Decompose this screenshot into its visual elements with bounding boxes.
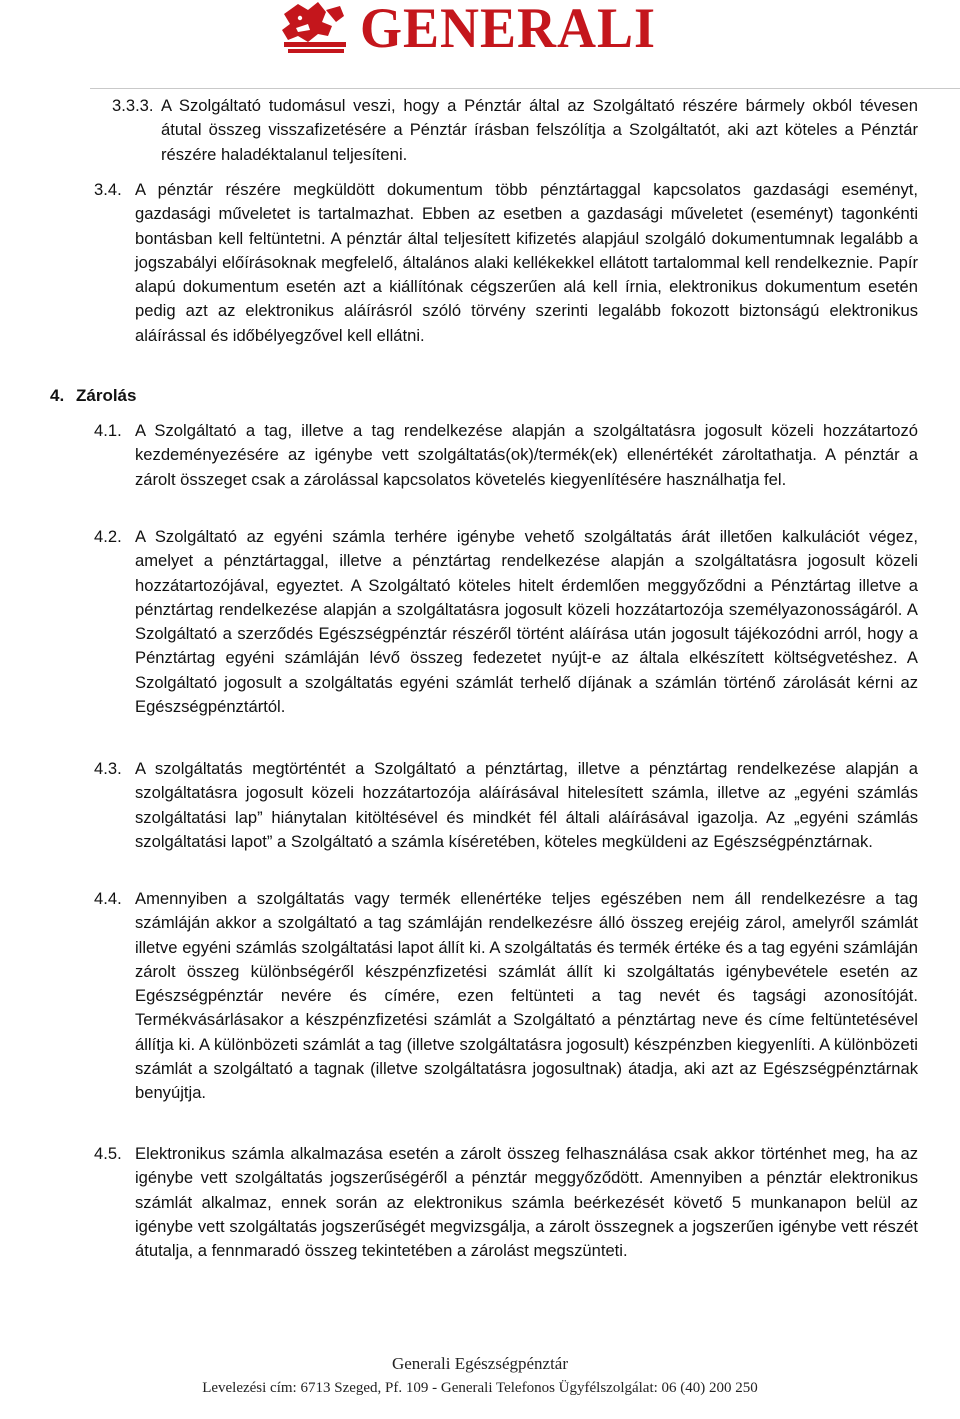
section-number: 3.4. — [94, 180, 122, 199]
section-text: A szolgáltatás megtörténtét a Szolgáltató a pénztártag, illetve a pénztártag rendelkezése alapján a szolgáltatásra jogosult közeli hozzátartozója aláírásával hitelesített számla, illetve az „egyéni számlás szolgáltatási lap” hiánytalan kitöltésével és mindkét fél általi aláírásával igazolja. Az „egyéni számlás szolgáltatási lapot” a Szolgáltató a számla kíséretében, köteles megküldeni az Egészségpénztárnak. — [135, 759, 918, 851]
section-text: Elektronikus számla alkalmazása esetén a zárolt összeg felhasználása csak akkor történhet meg, ha az igénybe vett szolgáltatás jogszerűségéről a pénztár meggyőződött. Amennyiben a pénztár elektronikus számlát alkalmaz, ennek során az elektronikus számla beérkezését követő 5 munkanapon belül az igénybe vett szolgáltatás jogszerűségét megvizsgálja, a zárolt összegnek a jogszerűen igénybe vett részét átutalja, a fennmaradó összeg tekintetében a zárolást megszünteti. — [135, 1144, 918, 1261]
section-number: 3.3.3. — [112, 96, 154, 115]
footer-company-name: Generali Egészségpénztár — [391, 1354, 569, 1373]
section-number: 4.5. — [94, 1144, 122, 1163]
logo-wordmark: GENERALI — [360, 0, 657, 60]
page-header — [0, 0, 960, 92]
section-number: 4.1. — [94, 421, 122, 440]
section-text: A Szolgáltató tudomásul veszi, hogy a Pénztár által az Szolgáltató részére bármely okból tévesen átutal összeg visszafizetésére a Pénztár írásban felszólítja a Szolgáltatót, aki azt köteles a Pénztár részére haladéktalanul teljesíteni. — [161, 96, 918, 164]
section-number: 4.4. — [94, 889, 122, 908]
header-divider — [90, 88, 960, 89]
section-number: 4.2. — [94, 527, 122, 546]
heading-number: 4. — [50, 386, 65, 405]
footer-contact-info: Levelezési cím: 6713 Szeged, Pf. 109 - Generali Telefonos Ügyfélszolgálat: 06 (40) 200 250 — [202, 1380, 758, 1396]
section-text: A Szolgáltató az egyéni számla terhére igénybe vehető szolgáltatás árát illetően kalkulációt végez, amelyet a pénztártaggal, illetve a pénztártag rendelkezése alapján a szolgáltatásra jogosult közeli hozzátartozójával, egyeztet. A Szolgáltató köteles hitelt érdemlően meggyőződni a Pénztártag illetve a pénztártag rendelkezése alapján a szolgáltatásra jogosult közeli hozzátartozója személyazonosságáról. A Szolgáltató a szerződés Egészségpénztár részéről történt aláírása után jogosult tájékozódni arról, hogy a Pénztártag egyéni számláján lévő összeg fedezetet nyújt-e az általa elkészített költségvetéshez. A Szolgáltató jogosult a szolgáltatás egyéni számlát terhelő díjának a számlán történő zárolását kérni az Egészségpénztártól. — [135, 527, 918, 717]
heading-title: Zárolás — [76, 386, 137, 405]
lion-emblem-icon — [278, 0, 358, 58]
section-text: A Szolgáltató a tag, illetve a tag rendelkezése alapján a szolgáltatásra jogosult közeli hozzátartozó kezdeményezésére az igénybe vett szolgáltatás(ok)/termék(ek) ellenértékét zároltathatja. A pénztár a zárolt összeget csak a zárolással kapcsolatos követelés kiegyenlítésére használhatja fel. — [135, 421, 918, 489]
generali-logo — [278, 0, 678, 58]
section-number: 4.3. — [94, 759, 122, 778]
section-text: Amennyiben a szolgáltatás vagy termék ellenértéke teljes egészében nem áll rendelkezésre a tag számláján akkor a szolgáltató a tag számláján rendelkezésre álló összeg erejéig zárol, amelyről számlát illetve egyéni számlás szolgáltatási lapot állít ki. A szolgáltatás és termék értéke és a tag egyéni számláján zárolt összeg különbségéről készpénzfizetési számlát állít ki szolgáltatás igénybevétele esetén az Egészségpénztár nevére és címére, ezen feltünteti a tag nevét és tagsági azonosítóját. Termékvásárlásakor a készpénzfizetési számlát a Szolgáltató a pénztártag neve és címe feltüntetésével állítja ki. A különbözeti számlát a tag (illetve szolgáltatásra jogosult) készpénzben kiegyenlíti. A különbözeti számlát a szolgáltató a tagnak (illetve szolgáltatásra jogosultnak) átadja, aki azt az Egészségpénztárnak benyújtja. — [135, 889, 918, 1103]
section-text: A pénztár részére megküldött dokumentum több pénztártaggal kapcsolatos gazdasági eseményt, gazdasági műveletet is tartalmazhat. Ebben az esetben a gazdasági műveletet (eseményt) tagonkénti bontásban kell feltüntetni. A pénztár által teljesített kifizetés alapjául szolgáló dokumentumnak legalább a jogszabályi előírásoknak megfelelő, általános alaki kellékekkel ellátott tartalommal kell rendelkeznie. Papír alapú dokumentum esetén azt a kiállítónak cégszerűen alá kell írnia, elektronikus dokumentum esetén pedig azt az elektronikus aláírásról szóló törvény szerinti legalább fokozott biztonságú elektronikus aláírással és időbélyegzővel kell ellátni. — [135, 180, 918, 345]
